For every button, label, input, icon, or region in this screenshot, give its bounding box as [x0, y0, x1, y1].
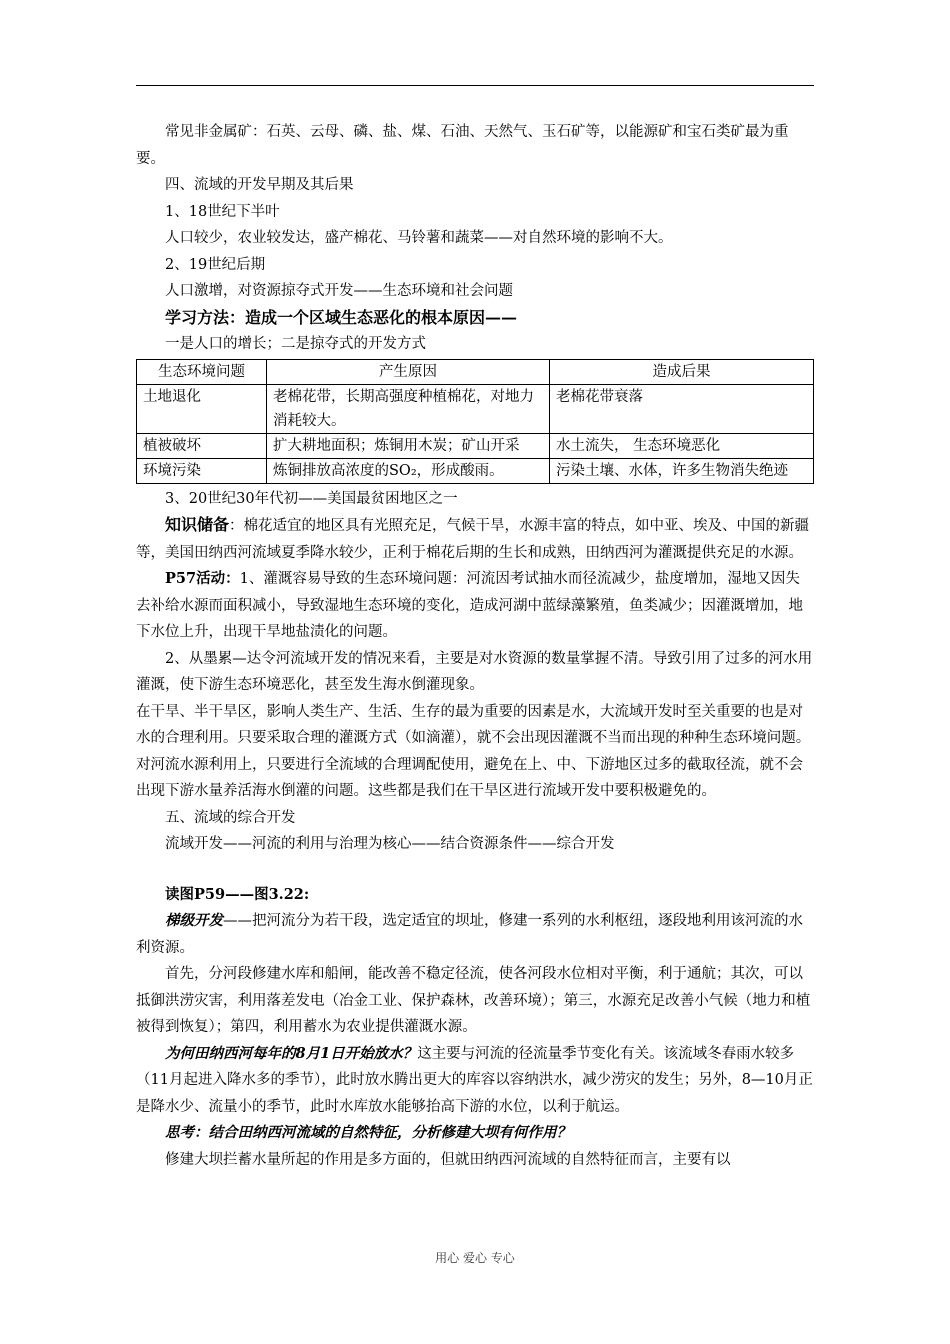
table-row	[137, 384, 814, 433]
text-cascade-development: ——把河流分为若干段，选定适宜的坝址，修建一系列的水利枢纽，逐段地利用该河流的水利资源。	[136, 913, 803, 956]
paragraph-basin-development: 流域开发——河流的利用与治理为核心——结合资源条件——综合开发	[165, 836, 615, 852]
table-cell: 土地退化	[137, 384, 267, 433]
subheading-1930s: 3、20世纪30年代初——美国最贫困地区之一	[165, 490, 458, 507]
paragraph-18th-century: 人口较少，农业较发达，盛产棉花、马铃薯和蔬菜——对自然环境的影响不大。	[165, 230, 673, 246]
table-header-row	[137, 359, 814, 384]
label-p57-activity: P57活动：	[165, 570, 240, 587]
heading-section-4: 四、流域的开发早期及其后果	[165, 177, 354, 193]
paragraph-root-causes: 一是人口的增长；二是掠夺式的开发方式	[165, 336, 426, 352]
label-cascade-development: 梯级开发	[165, 912, 223, 929]
table-cell: 扩大耕地面积；炼铜用木炭；矿山开采	[267, 433, 550, 458]
paragraph-p57-activity	[136, 566, 814, 646]
table-cell: 老棉花带衰落	[550, 384, 814, 433]
page-footer: 用心 爱心 专心	[435, 1251, 515, 1265]
table-header-cell: 生态环境问题	[137, 359, 267, 384]
paragraph-dam-effects: 修建大坝拦蓄水量所起的作用是多方面的，但就田纳西河流域的自然特征而言，主要有以	[165, 1151, 731, 1168]
table-cell: 水土流失， 生态环境恶化	[550, 433, 814, 458]
subheading-19th-century: 2、19世纪后期	[165, 256, 266, 273]
table-cell: 污染土壤、水体，许多生物消失绝迹	[550, 458, 814, 483]
text-knowledge-reserve: ：棉花适宜的地区具有光照充足，气候干旱，水源丰富的特点，如中亚、埃及、中国的新疆等，美国田纳西河流域夏季降水较少，正利于棉花后期的生长和成熟，田纳西河为灌溉提供充足的水源。	[136, 518, 810, 561]
paragraph-murray-darling: 2、从墨累—达令河流域开发的情况来看，主要是对水资源的数量掌握不清。导致引用了过多的河水用灌溉，使下游生态环境恶化，甚至发生海水倒灌现象。	[136, 650, 813, 693]
header-rule	[136, 85, 814, 86]
eco-problems-table	[136, 359, 814, 484]
table-cell: 环境污染	[137, 458, 267, 483]
heading-study-method: 学习方法：造成一个区域生态恶化的根本原因——	[165, 307, 518, 327]
paragraph-knowledge-reserve	[136, 512, 814, 566]
document-body	[136, 119, 814, 1173]
paragraph-august-release	[136, 1041, 814, 1121]
table-cell: 炼铜排放高浓度的SO₂，形成酸雨。	[267, 458, 550, 483]
text-p57-activity: 1、灌溉容易导致的生态环境问题：河流因考试抽水而径流减少，盐度增加，湿地又因失去补给水源而面积减小，导致湿地生态环境的变化，造成河湖中蓝绿藻繁殖，鱼类减少；因灌溉增加，地下水位上升，出现干旱地盐渍化的问题。	[136, 571, 803, 640]
paragraph-19th-century: 人口激增，对资源掠夺式开发——生态环境和社会问题	[165, 283, 513, 299]
text-august-release: 这主要与河流的径流量季节变化有关。该流域冬春雨水较多（11月起进入降水多的季节），此时放水腾出更大的库容以容纳洪水，减少涝灾的发生；另外，8—10月正是降水少、流量小的季节，此时水库放水能够抬高下游的水位，以利于航运。	[136, 1045, 813, 1115]
table-header-cell: 造成后果	[550, 359, 814, 384]
table-cell: 植被破坏	[137, 433, 267, 458]
paragraph-think-question: 思考：结合田纳西河流域的自然特征，分析修建大坝有何作用？	[165, 1124, 571, 1141]
heading-read-figure: 读图P59——图3.22:	[165, 885, 310, 903]
table-row	[137, 458, 814, 483]
paragraph-cascade-development	[136, 908, 814, 961]
paragraph-reservoir-benefits: 首先，分河段修建水库和船闸，能改善不稳定径流，使各河段水位相对平衡，利于通航；其次，可以抵御洪涝灾害，利用落差发电（冶金工业、保护森林，改善环境）；第三，水源充足改善小气候（地力和植被得到恢复）；第四，利用蓄水为农业提供灌溉水源。	[136, 966, 811, 1035]
label-august-release: 为何田纳西河每年的8月1日开始放水？	[165, 1044, 418, 1062]
paragraph-nonmetal-minerals: 常见非金属矿：石英、云母、磷、盐、煤、石油、天然气、玉石矿等，以能源矿和宝石类矿最为重要。	[136, 124, 789, 167]
subheading-18th-century: 1、18世纪下半叶	[165, 203, 280, 220]
table-row	[137, 433, 814, 458]
label-knowledge-reserve: 知识储备	[165, 515, 230, 534]
paragraph-arid-regions: 在干旱、半干旱区，影响人类生产、生活、生存的最为重要的因素是水，大流域开发时至关重要的也是对水的合理利用。只要采取合理的灌溉方式（如滴灌），就不会出现因灌溉不当而出现的种种生态环境问题。对河流水源利用上，只要进行全流域的合理调配使用，避免在上、中、下游地区过多的截取径流，就不会出现下游水量养活海水倒灌的问题。这些都是我们在干旱区进行流域开发中要积极避免的。	[136, 703, 811, 799]
heading-section-5: 五、流域的综合开发	[165, 809, 296, 826]
table-header-cell: 产生原因	[267, 359, 550, 384]
table-cell: 老棉花带，长期高强度种植棉花，对地力消耗较大。	[267, 384, 550, 433]
